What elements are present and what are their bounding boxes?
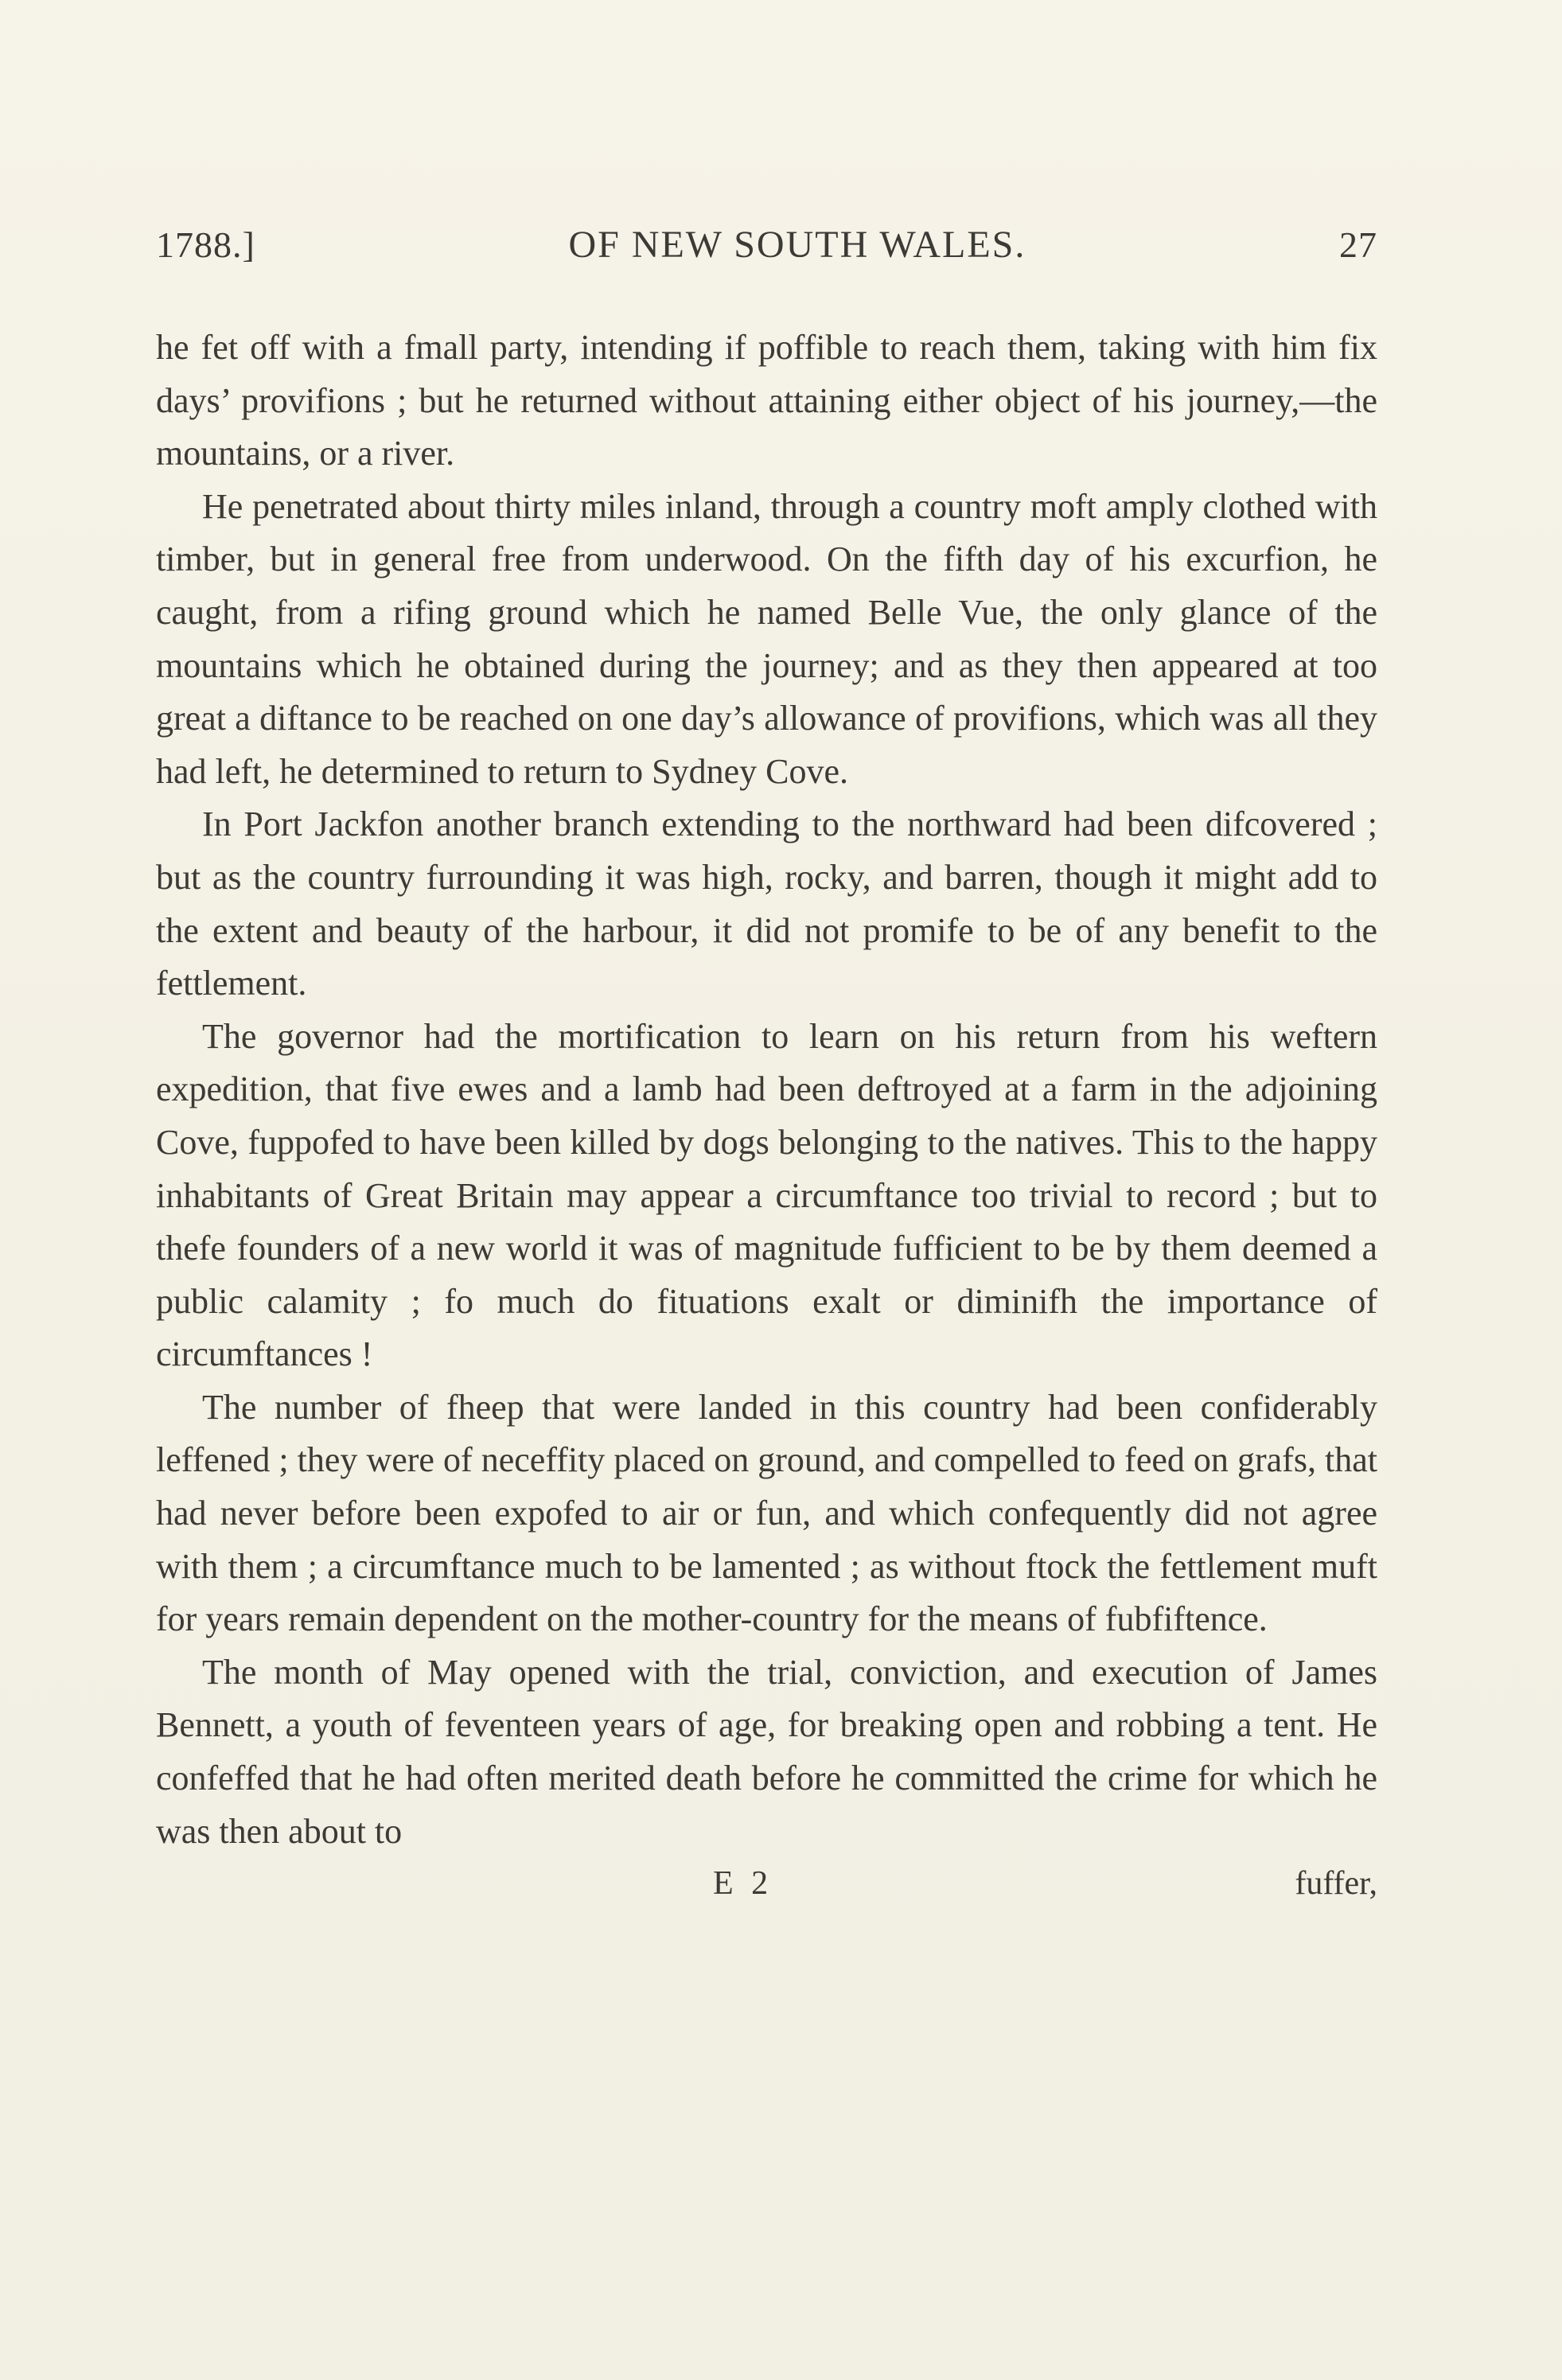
paragraph: In Port Jackfon another branch extending to the northward had been difcovered ; but as the country furrounding it was high, rocky, and barren, though it might add to the extent and beauty of the harbour, it did not promife to be of any benefit to the fettlement. (156, 804, 1377, 1003)
body-text (156, 321, 1377, 1858)
paragraph: The governor had the mortification to learn on his return from his weftern expedition, that five ewes and a lamb had been deftroyed at a farm in the adjoining Cove, fuppofed to have been killed by dogs belonging to the natives. This to the happy inhabitants of Great Britain may appear a circumftance too trivial to record ; but to thefe founders of a new world it was of magnitude fufficient to be by them deemed a public calamity ; fo much do fituations exalt or diminifh the importance of circumftances ! (156, 1016, 1377, 1374)
catchword: fuffer, (1295, 1865, 1377, 1903)
paragraph: he fet off with a fmall party, intending if poffible to reach them, taking with him fix days’ provifions ; but he returned without attaining either object of his journey,—the mountains, or a river. (156, 328, 1377, 473)
signature-mark: E 2 (713, 1865, 773, 1903)
paragraph: He penetrated about thirty miles inland, through a country moft amply clothed with timber, but in general free from underwood. On the fifth day of his excurfion, he caught, from a rifing ground which he named Belle Vue, the only glance of the mountains which he obtained during the journey; and as they then appeared at too great a diftance to be reached on one day’s allowance of provifions, which was all they had left, he determined to return to Sydney Cove. (156, 486, 1377, 791)
paragraph: The month of May opened with the trial, conviction, and execution of James Bennett, a youth of feventeen years of age, for breaking open and robbing a tent. He confeffed that he had often merited death before he committed the crime for which he was then about to (156, 1652, 1377, 1851)
paragraph: The number of fheep that were landed in this country had been confiderably leffened ; they were of neceffity placed on ground, and compelled to feed on grafs, that had never before been expofed to air or fun, and which confequently did not agree with them ; a circumftance much to be lamented ; as without ftock the fettlement muft for years remain dependent on the mother-country for the means of fubfiftence. (156, 1387, 1377, 1639)
running-head (156, 223, 1377, 286)
page-footer (156, 1864, 1377, 1912)
running-head-title: OF NEW SOUTH WALES. (568, 224, 1026, 266)
page-number: 27 (1338, 224, 1377, 265)
running-head-year: 1788.] (156, 224, 255, 265)
text-block (156, 223, 1377, 1912)
